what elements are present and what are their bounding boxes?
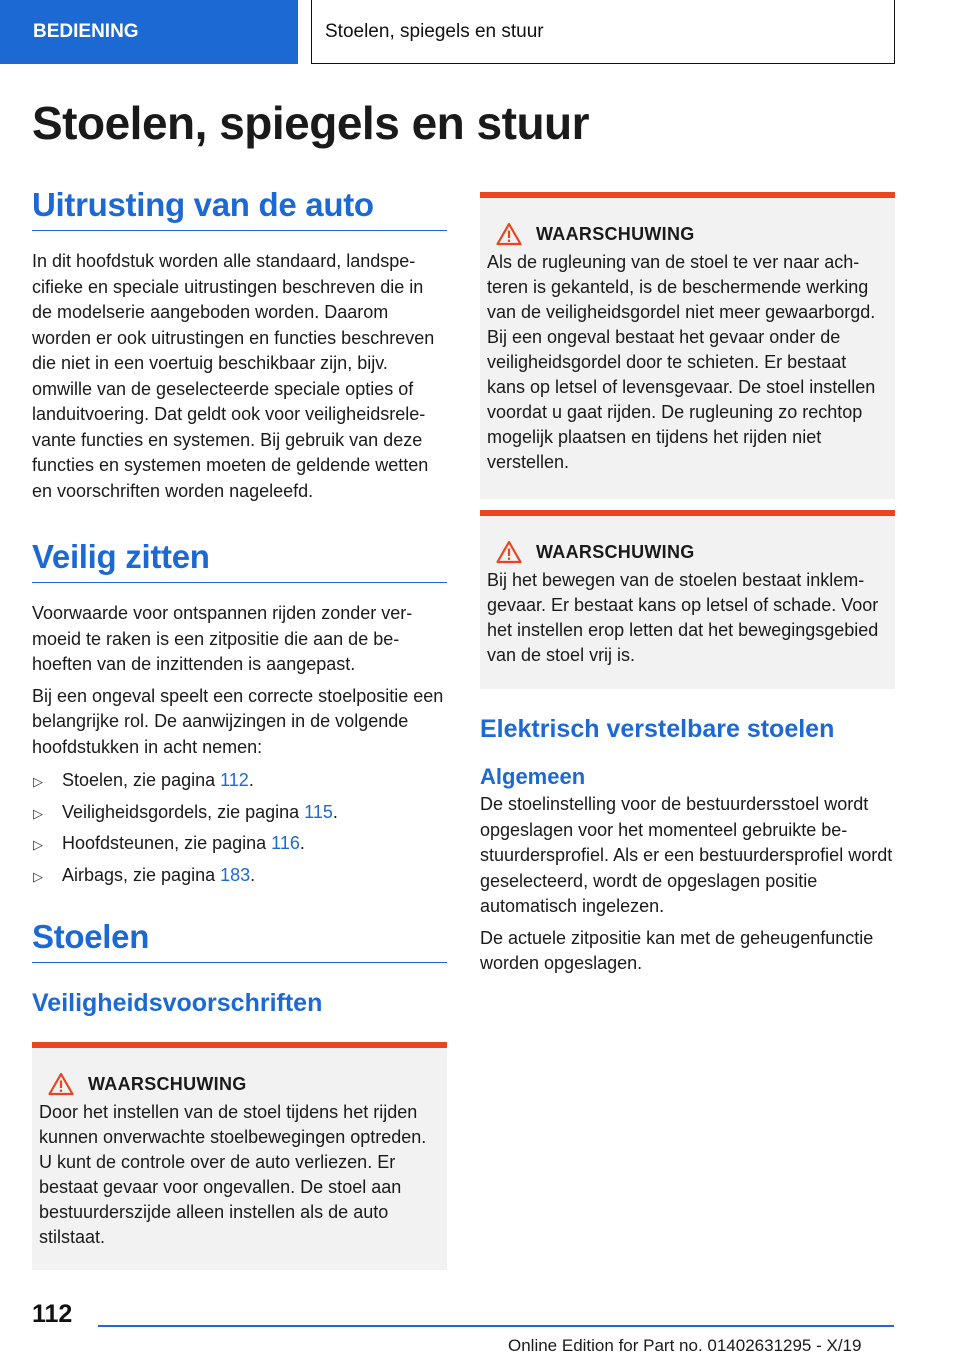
right-column <box>480 192 895 977</box>
triangle-bullet-icon: ▷ <box>33 774 43 789</box>
warning-text: Als de rugleuning van de stoel te ver naar achteren is gekanteld, is de beschermende werking van de veiligheidsgordel niet meer gewaarborgd. Bij een ongeval bestaat het gevaar onder de veiligheidsgordel door te schieten. Er bestaat kans op letsel of levensgevaar. De stoel instellen voordat u gaat rijden. De rugleuning zo rechtop mogelijk plaatsen en tijdens het rijden niet verstellen. <box>487 252 876 472</box>
paragraph-algemeen-2: De actuele zitpositie kan met de geheugenfunctie worden opgeslagen. <box>480 927 874 973</box>
warning-triangle-icon <box>496 540 522 564</box>
heading-algemeen: Algemeen <box>480 764 586 789</box>
warning-title: WAARSCHUWING <box>536 223 695 244</box>
list-item: ▷ Veiligheidsgordels, zie pagina 115. <box>32 800 447 826</box>
heading-veiligheidsvoorschriften: Veiligheidsvoorschriften <box>32 989 323 1017</box>
warning-header <box>487 540 887 564</box>
list-item: ▷ Hoofdsteunen, zie pagina 116. <box>32 831 447 857</box>
page-link[interactable]: 183 <box>220 864 251 885</box>
warning-text: Bij het bewegen van de stoelen bestaat inklemgevaar. Er bestaat kans op letsel of schade. Voor het instellen erop letten dat het bewegingsgebied van de stoel vrij is. <box>487 570 879 665</box>
list-item-text: Airbags, zie pagina <box>62 864 221 885</box>
heading-veilig-zitten: Veilig zitten <box>32 538 447 583</box>
paragraph-uitrusting: In dit hoofdstuk worden alle standaard, landspecifieke en speciale uitrustingen beschreven die in de modelserie aangeboden worden. Daarom worden er ook uitrustingen en functies beschreven die niet in een voertuig beschikbaar zijn, bijv. omwille van de geselecteerde speciale opties of landuitvoering. Dat geldt ook voor veiligheidsrelevante functies en systemen. Bij gebruik van deze functies en systemen moeten de geldende wetten en voorschriften worden nageleefd. <box>32 251 435 501</box>
warning-title: WAARSCHUWING <box>88 1073 247 1094</box>
page-title: Stoelen, spiegels en stuur <box>32 97 590 149</box>
heading-elektrisch-verstelbare-stoelen: Elektrisch verstelbare stoelen <box>480 715 835 743</box>
triangle-bullet-icon: ▷ <box>33 837 43 852</box>
list-item-text: Veiligheidsgordels, zie pagina <box>62 801 305 822</box>
list-item: ▷ Airbags, zie pagina 183. <box>32 863 447 889</box>
heading-uitrusting: Uitrusting van de auto <box>32 186 447 231</box>
warning-header <box>39 1072 439 1096</box>
warning-triangle-icon <box>496 222 522 246</box>
page-link[interactable]: 112 <box>220 770 249 790</box>
section-tab: BEDIENING <box>0 0 298 64</box>
heading-stoelen: Stoelen <box>32 918 447 963</box>
reference-list <box>32 768 447 888</box>
triangle-bullet-icon: ▷ <box>33 868 43 884</box>
warning-text: Door het instellen van de stoel tijdens het rijden kunnen onverwachte stoelbewegingen optreden. U kunt de controle over de auto verliezen. Er bestaat gevaar voor ongevallen. De stoel aan bestuurderszijde alleen instellen als de auto stilstaat. <box>39 1102 427 1247</box>
warning-box <box>480 510 895 689</box>
list-item-text: Hoofdsteunen, zie pagina <box>62 833 272 853</box>
page-link[interactable]: 115 <box>304 801 333 822</box>
left-column <box>32 186 447 1270</box>
warning-header <box>487 222 887 246</box>
footer-edition: Online Edition for Part no. 01402631295 - X/19 <box>508 1336 862 1355</box>
page-number: 112 <box>32 1300 73 1328</box>
warning-triangle-icon <box>48 1072 74 1096</box>
list-item: ▷ Stoelen, zie pagina 112. <box>32 768 447 794</box>
paragraph-veilig-2: Bij een ongeval speelt een correcte stoelpositie een belangrijke rol. De aanwijzingen in de volgende hoofdstukken in acht nemen: <box>32 685 444 757</box>
warning-title: WAARSCHUWING <box>536 541 695 562</box>
paragraph-algemeen-1: De stoelinstelling voor de bestuurdersstoel wordt opgeslagen voor het momenteel gebruikte bestuurdersprofiel. Als er een bestuurdersprofiel wordt geselecteerd, wordt de opgeslagen positie automatisch ingelezen. <box>480 794 893 916</box>
page-link[interactable]: 116 <box>271 833 300 853</box>
chapter-header: Stoelen, spiegels en stuur <box>311 0 895 64</box>
footer-divider <box>98 1325 894 1327</box>
warning-box <box>32 1042 447 1270</box>
warning-box <box>480 192 895 499</box>
paragraph-veilig-1: Voorwaarde voor ontspannen rijden zonder vermoeid te raken is een zitpositie die aan de behoeften van de inzittenden is aangepast. <box>32 603 413 674</box>
triangle-bullet-icon: ▷ <box>33 805 43 821</box>
list-item-text: Stoelen, zie pagina <box>62 770 221 790</box>
